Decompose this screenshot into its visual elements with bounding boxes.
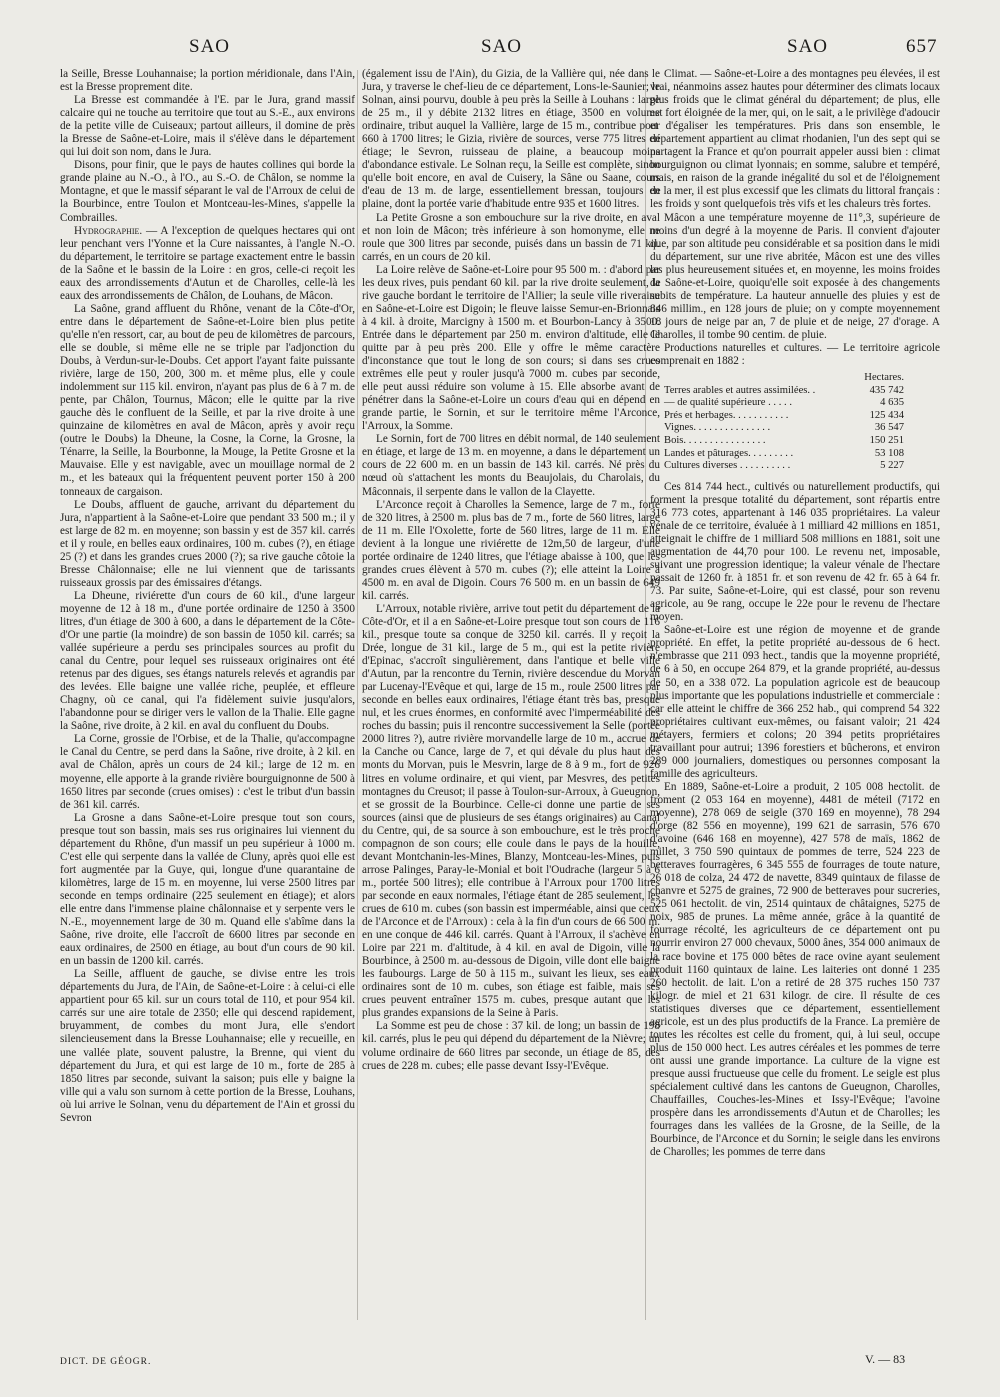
paragraph: Disons, pour finir, que le pays de hautes collines qui borde la grande plaine au N.-O., à l'O., au S.-O. de Châlon, se nomme la Montagne, et que le massif séparant le val de l'Arroux de celui de la Bourbince, entre Toulon et Montceau-les-Mines, s'appelle la Combrailles. (60, 159, 355, 224)
table-cell-value: 4 635 (880, 397, 904, 409)
header-right: SAO (787, 36, 829, 57)
column-2 (362, 68, 660, 1336)
section-heading: Hydrographie. (74, 224, 143, 237)
paragraph: Le Doubs, affluent de gauche, arrivant du département du Jura, n'appartient à la Saône-et-Loire que pendant 33 500 m.; il y est large de 82 m. en moyenne; son bassin y est de 357 kil. carrés et il y roule, en belles eaux ordinaires, 100 m. cubes (?), en étiage 25 (?) et dans les grandes crues 2000 (?); sa rive gauche côtoie la Bresse Châlonnaise; elle ne lui viennent que de tarissants ruisseaux grossis par des émissaires d'étangs. (60, 498, 355, 589)
table-cell-value: 53 108 (874, 447, 904, 459)
table-row (664, 397, 904, 410)
table-cell-label: Landes et pâturages. . . . . . . . . (664, 447, 794, 459)
paragraph: La Somme est peu de chose : 37 kil. de long; un bassin de 198 kil. carrés, plus le peu qui dépend du département de la Nièvre; un volume ordinaire de 660 litres par seconde, un étiage de 85, des crues de 228 m. cubes; elle passe devant Issy-l'Evêque. (362, 1020, 660, 1072)
paragraph: Le Sornin, fort de 700 litres en débit normal, de 140 seulement en étiage, et large de 13 m. en moyenne, a dans le département un cours de 22 600 m. en un bassin de 143 kil. carrés. Né près du nœud où s'attachent les monts du Beaujolais, du Charolais, du Mâconnais, il serpente dans le vallon de la Clayette. (362, 433, 660, 498)
paragraph: Saône-et-Loire est une région de moyenne et de grande propriété. En effet, la petite propriété au-dessous de 6 hect. n'embrasse que 211 093 hect., tandis que la moyenne propriété, de 6 à 50, en occupe 264 879, et la grande propriété, au-dessus de 50, en a 338 072. La population agricole est de beaucoup plus importante que les populations industrielle et commerciale : car elle atteint le chiffre de 366 252 hab., qui comprend 54 322 propriétaires cultivant eux-mêmes, ou faisant valoir; 21 424 métayers, fermiers et colons; 20 394 petits propriétaires travaillant pour autrui; 1396 forestiers et bûcherons, et environ 289 000 journaliers, domestiques ou personnes composant la famille des agriculteurs. (650, 624, 940, 780)
paragraph: L'Arroux, notable rivière, arrive tout petit du département de la Côte-d'Or, et il a en Saône-et-Loire presque tout son cours de 116 kil., presque toute sa conque de 3250 kil. carrés. Il y reçoit la Drée, longue de 31 kil., large de 5 m., qui est la petite rivière d'Epinac, s'accroît singulièrement, dans l'antique et belle ville d'Autun, par la rencontre du Ternin, rivière descendue du Morvan par Lucenay-l'Evêque et qui, large de 15 m., roule 2500 litres par seconde en belles eaux ordinaires, l'étiage étant très bas, presque nul, et les crues énormes, en conformité avec l'imperméabilité des roches du bassin; puis il rencontre successivement la Selle (portée 2000 litres ?), autre rivière morvandelle large de 10 m., accrue de la Canche ou Cance, large de 7, et qui dévale du plus haut des monts du Morvan, puis le Mesvrin, large de 8 à 9 m., fort de 926 litres en volume ordinaire, et qui vient, par Mesvres, des petites montagnes du Creusot; il passe à Toulon-sur-Arroux, à Gueugnon, et se grossit de la Bourbince. Celle-ci donne une partie de ses sources (ainsi que de plusieurs de ses étangs originaires) au Canal du Centre, qui, de sa source à son embouchure, est le très proche compagnon de son cours; elle coule dans le pays de la houille, devant Montchanin-les-Mines, Blanzy, Montceau-les-Mines, puis arrose Palinges, Paray-le-Monial et boit l'Oudrache (largeur 5 à 6 m., portée 500 litres); elle contribue à l'Arroux pour 1700 litres par seconde en eaux normales, l'étiage étant de 285 seulement, les crues de 610 m. cubes (son bassin est imperméable, ainsi que ceux de l'Arconce et de l'Arroux) : cela à la fin d'un cours de 66 500 m. en une conque de 446 kil. carrés. Quant à l'Arroux, il s'achève en Loire par 221 m. d'altitude, à 4 kil. en aval de Digoin, ville la Bourbince, à 2500 m. au-dessous de Digoin, ville dont elle baigne les faubourgs. Large de 50 à 115 m., suivant les lieux, ses eaux ordinaires sont de 10 m. cubes, son étiage est faible, mais ses crues peuvent entraîner 1575 m. cubes, presque autant que les plus grandes expansions de la Seine à Paris. (362, 602, 660, 1020)
table-row (664, 435, 904, 448)
paragraph: La Grosne a dans Saône-et-Loire presque tout son cours, presque tout son bassin, mais ses rus originaires lui viennent du département du Rhône, d'un massif un peu supérieur à 1000 m. C'est elle qui serpente dans la vallée de Cluny, après quoi elle est fort augmentée par la Guye, qui, longue d'une quarantaine de kilomètres, large de 15 m. en moyenne, lui verse 2500 litres par seconde en temps ordinaire (225 seulement en étiage); et alors elle entre dans l'immense plaine châlonnaise et y serpente vers le N.-E., moyennement large de 30 m. Quand elle s'abîme dans la Saône, rive droite, elle l'accroît de 6600 litres par seconde en eaux ordinaires, de 2500 en étiage, au bout d'un cours de 90 kil. en un bassin de 1200 kil. carrés. (60, 811, 355, 968)
paragraph: La Seille, affluent de gauche, se divise entre les trois départements du Jura, de l'Ain, de Saône-et-Loire : à celui-ci elle appartient pour 65 kil. sur un cours total de 110, et pour 954 kil. carrés sur une aire totale de 2350; elle qui descend rapidement, bruyamment, de combes du mont Jura, elle s'endort silencieusement dans la Bresse Louhannaise; elle y recueille, en une vallée plate, souvent palustre, la Brenne, qui vient du département du Jura, et qui est large de 10 m., forte de 285 à 1850 litres par seconde, suivant la saison; puis elle y baigne la ville qui a valu son surnom à cette portion de la Bresse, Louhans, où lui arrive le Solnan, venu du département de l'Ain et grossi du Sevron (60, 968, 355, 1124)
footer-right: V. — 83 (865, 1352, 906, 1366)
header-center: SAO (481, 36, 523, 57)
land-use-table (664, 372, 904, 473)
paragraph: La Saône, grand affluent du Rhône, venant de la Côte-d'Or, entre dans le département de Saône-et-Loire bien plus petite qu'elle n'en ressort, car, au bout de peu de kilomètres de parcours, elle se double, si même elle ne se triple par l'adjonction du Doubs, à Verdun-sur-le-Doubs. Cet apport l'ayant faite puissante rivière, large de 150, 200, 300 m. et même plus, elle y coule indolemment sur 115 kil. environ, n'ayant pas plus de 6 à 7 m. de pente, par Châlon, Tournus, Mâcon; elle le quitte par la rive gauche dès le confluent de la Seille, et par la rive droite à une quinzaine de kilomètres en aval de Mâcon, après y avoir reçu (outre le Doubs) la Dheune, la Cosne, la Corne, la Grosne, la Ténarre, la Seille, la Bourbonne, la Mouge, la Petite Grosne et la Mauvaise. Elle y est navigable, avec un mouillage normal de 2 m., et les bateaux qui la fréquentent peuvent porter 150 à 200 tonneaux de cargaison. (60, 302, 355, 498)
table-row (664, 385, 904, 398)
column-divider-1 (357, 70, 358, 1320)
table-cell-label: Terres arables et autres assimilées. . (664, 384, 816, 396)
table-row (664, 460, 904, 473)
table-cell-label: Vignes. . . . . . . . . . . . . . . (664, 422, 771, 434)
paragraph: Mâcon a une température moyenne de 11°,3, supérieure de moins d'un degré à la moyenne de Paris. Il convient d'ajouter que, par son altitude peu considérable et sa position dans le midi du département, sur une rive abritée, Mâcon est une des villes les plus heureusement situées et, en moyenne, les moins froides de Saône-et-Loire, quoiqu'elle soit exposée à des changements subits de température. La hauteur annuelle des pluies y est de 846 millim., en 128 jours de pluie; on y compte moyennement 18 jours de neige par an, 7 de pluie et de neige, 27 d'orage. A Charolles, il tombe 90 centim. de pluie. (650, 211, 940, 341)
header-left: SAO (189, 36, 231, 57)
table-row (664, 448, 904, 461)
paragraph: La Dheune, riviérette d'un cours de 60 kil., d'une largeur moyenne de 12 à 18 m., d'une portée ordinaire de 1250 à 3500 litres, d'un étiage de 300 à 600, a dans le département de la Côte-d'Or une partie (la moindre) de son bassin de 1050 kil. carrés; sa vallée supérieure a perdu ses principales sources au profit du canal du Centre, pour lequel ses ruisseaux originaires ont été retenus par des digues, ses étangs naturels relevés et agrandis par des levées. Elle baigne une vallée riche, peuplée, et effleure Chagny, où ce canal, qui l'a fidèlement suivie jusqu'alors, l'abandonne pour se diriger vers le vallon de la Thalie. Elle gagne la Saône, rive droite, à 2 kil. en aval du confluent du Doubs. (60, 589, 355, 733)
column-1 (60, 68, 355, 1336)
table-cell-value: 435 742 (869, 384, 904, 396)
running-head (0, 36, 1000, 64)
column-3 (650, 68, 940, 1336)
paragraph: L'Arconce reçoit à Charolles la Semence, large de 7 m., forte de 320 litres, à 2500 m. plus bas de 7 m., forte de 560 litres, large de 11 m. Elle l'Oxolette, forte de 560 litres, large de 11 m. Elle devient à la longue une riviérette de 12m,50 de largeur, d'une portée ordinaire de 1240 litres, que l'étiage abaisse à 100, que les grandes crues élèvent à 570 m. cubes (?); elle atteint la Loire à 4500 m. en aval de Digoin. Cours 76 500 m. en un bassin de 649 kil. carrés. (362, 498, 660, 602)
paragraph: La Petite Grosne a son embouchure sur la rive droite, en aval et non loin de Mâcon; très inférieure à son homonyme, elle ne roule que 300 litres par seconde, puisés dans un bassin de 71 kil. carrés, en un cours de 20 kil. (362, 211, 660, 263)
table-cell-label: — de qualité supérieure . . . . . (664, 397, 792, 409)
table-cell-value: 5 227 (880, 460, 904, 472)
table-cell-value: 36 547 (874, 422, 904, 434)
table-cell-label: Cultures diverses . . . . . . . . . . (664, 460, 791, 472)
paragraph: La Loire relève de Saône-et-Loire pour 95 500 m. : d'abord par les deux rives, puis pendant 60 kil. par la rive droite seulement, la rive gauche bordant le territoire de l'Allier; la seule ville riveraine en Saône-et-Loire est Digoin; le fleuve laisse Semur-en-Brionnais à 4 kil. à droite, Marcigny à 1500 m. et Bourbon-Lancy à 3500. Entrée dans le département par 250 m. environ d'altitude, elle le quitte par à peu près 200. Elle y offre le même caractère d'inconstance que tout le long de son cours; si dans ses crues extrêmes elle peut y rouler jusqu'à 7000 m. cubes par seconde, elle peut aussi réduire son volume à 15. Elle absorbe avant de pénétrer dans la Saône-et-Loire un cours d'eau qui en dépend en grande partie, le Sornin, et sur le territoire même l'Arconce, l'Arroux, la Somme. (362, 263, 660, 433)
paragraph: La Corne, grossie de l'Orbise, et de la Thalie, qu'accompagne le Canal du Centre, se perd dans la Saône, rive droite, à 2 kil. en aval de Châlon, après un cours de 24 kil.; large de 12 m. en moyenne, elle apporte à la grande rivière bourguignonne de 500 à 1650 litres par seconde (crues omises) : c'est le tribut d'un bassin de 361 kil. carrés. (60, 733, 355, 811)
page-number: 657 (906, 36, 938, 57)
paragraph: la Seille, Bresse Louhannaise; la portion méridionale, dans l'Ain, est la Bresse proprement dite. (60, 68, 355, 94)
table-cell-value: 125 434 (869, 409, 904, 421)
table-cell-label: Bois. . . . . . . . . . . . . . . . (664, 435, 766, 447)
table-row (664, 422, 904, 435)
paragraph: La Bresse est commandée à l'E. par le Jura, grand massif calcaire qui ne touche au territoire que tout au S.-E., aux environs de la petite ville de Cuiseaux; partout ailleurs, il domine de près la Bresse de Saône-et-Loire, mais il s'élève dans le département qui lui doit son nom, dans le Jura. (60, 94, 355, 159)
paragraph: (également issu de l'Ain), du Gizia, de la Vallière qui, née dans le Jura, y traverse le chef-lieu de ce département, Lons-le-Saunier; le Solnan, ainsi pourvu, double à peu près la Seille à Louhans : large de 25 m., il y débite 2132 litres en étiage, 3500 en volume ordinaire, tribut auquel la Vallière, large de 15 m., contribue pour 660 à 1700 litres; le Gizia, rivière de sources, verse 775 litres en étiage; le Sevron, ruisseau de plaine, a beaucoup moins d'abondance estivale. Le Solnan reçu, la Seille est complète, sinon qu'elle boit encore, en aval de Cuisery, la Sâne ou Saane, cours d'eau de 13 m. de large, essentiellement bressan, toujours en plaine, dont la portée varie d'habitude entre 935 et 1600 litres. (362, 68, 660, 211)
paragraph (60, 225, 355, 303)
paragraph-text: — A l'exception de quelques hectares qui ont leur penchant vers l'Yonne et la Cure naissantes, à l'angle N.-O. du département, le territoire se partage exactement entre le bassin de la Saône et le bassin de la Loire : en gros, celle-ci reçoit les eaux des arrondissements d'Autun et de Charolles, celle-là les eaux des arrondissements de Châlon, de Louhans, de Mâcon. (60, 224, 355, 302)
table-cell-label: Prés et herbages. . . . . . . . . . . (664, 409, 789, 421)
paragraph: En 1889, Saône-et-Loire a produit, 2 105 008 hectolit. de froment (2 053 164 en moyenne), 4481 de méteil (7172 en moyenne), 278 069 de seigle (370 169 en moyenne), 78 294 d'orge (82 556 en moyenne), 199 621 de sarrasin, 576 670 d'avoine (646 168 en moyenne), 427 578 de maïs, 1862 de millet, 3 750 590 quintaux de pommes de terre, 524 223 de betteraves fourragères, 6 345 555 de fourrages de toute nature, 26 018 de colza, 24 472 de navette, 8349 quintaux de filasse de chanvre et 5275 de graines, 72 900 de betteraves pour sucreries, 525 061 hectolit. de vin, 2514 quintaux de châtaignes, 5275 de noix, 985 de prunes. La même année, grâce à la quantité de fourrage récolté, les agriculteurs de ce département ont pu nourrir environ 27 000 chevaux, 5000 ânes, 354 000 animaux de la race bovine et 175 000 bêtes de race ovine ayant seulement produit 1160 quintaux de laine. Les laiteries ont donné 1 235 260 hectolit. de lait. L'on a retiré de 28 375 ruches 150 737 kilogr. de miel et 21 631 kilogr. de cire. Il résulte de ces statistiques diverses que ce département, essentiellement agricole, est un des plus productifs de la France. La première de toutes les récoltes est celle du froment, qui, à lui seul, occupe plus de 150 000 hect. Les autres céréales et les pommes de terre ont aussi une grande importance. La culture de la vigne est presque aussi fructueuse que celle du froment. Le seigle est plus spécialement cultivé dans les cantons de Gueugnon, Charolles, Chauffailles, Couches-les-Mines et Issy-l'Evêque; l'avoine prospère dans les arrondissements d'Autun et de Charolles; les fourrages dans les vallées de la Grosne, de la Seille, de la Bourbince, de l'Arconce et du Sornin; le seigle dans les environs de Charolles; les pommes de terre dans (650, 780, 940, 1159)
paragraph: Ces 814 744 hect., cultivés ou naturellement productifs, qui forment la presque totalité du département, sont répartis entre 316 773 cotes, appartenant à 146 035 propriétaires. La valeur vénale de ce territoire, évaluée à 1 milliard 42 millions en 1851, atteignait le chiffre de 1 milliard 508 millions en 1881, soit une augmentation de 44,70 pour 100. Le revenu net, imposable, suivant une progression identique; la valeur vénale de l'hectare passait de 1260 fr. à 1851 fr. et son revenu de 42 fr. 65 à 64 fr. 73. Par suite, Saône-et-Loire, qui est classé, pour son revenu agricole, au 9e rang, occupe le 22e pour le revenu de l'hectare moyen. (650, 480, 940, 624)
footer-left: DICT. DE GÉOGR. (60, 1357, 152, 1367)
table-header: Hectares. (864, 372, 904, 384)
table-cell-value: 150 251 (869, 435, 904, 447)
table-row (664, 410, 904, 423)
paragraph: Climat. — Saône-et-Loire a des montagnes peu élevées, il est vrai, néanmoins assez hautes pour déterminer des climats locaux plus froids que le climat général du département; de plus, elle est fort éloignée de la mer, qui, on le sait, a le privilège d'adoucir et d'égaliser les températures. Pris dans son ensemble, le département appartient au climat rhodanien, l'un des sept qui se partagent la France et qu'on pourrait appeler aussi bien : climat bourguignon ou climat lyonnais; en somme, salubre et tempéré, mais, en raison de la grande inégalité du sol et de l'éloignement de la mer, il est plus excessif que les climats du littoral français : les froids y sont quelquefois très vifs et les chaleurs très fortes. (650, 68, 940, 211)
paragraph: Productions naturelles et cultures. — Le territoire agricole comprenait en 1882 : (650, 341, 940, 368)
